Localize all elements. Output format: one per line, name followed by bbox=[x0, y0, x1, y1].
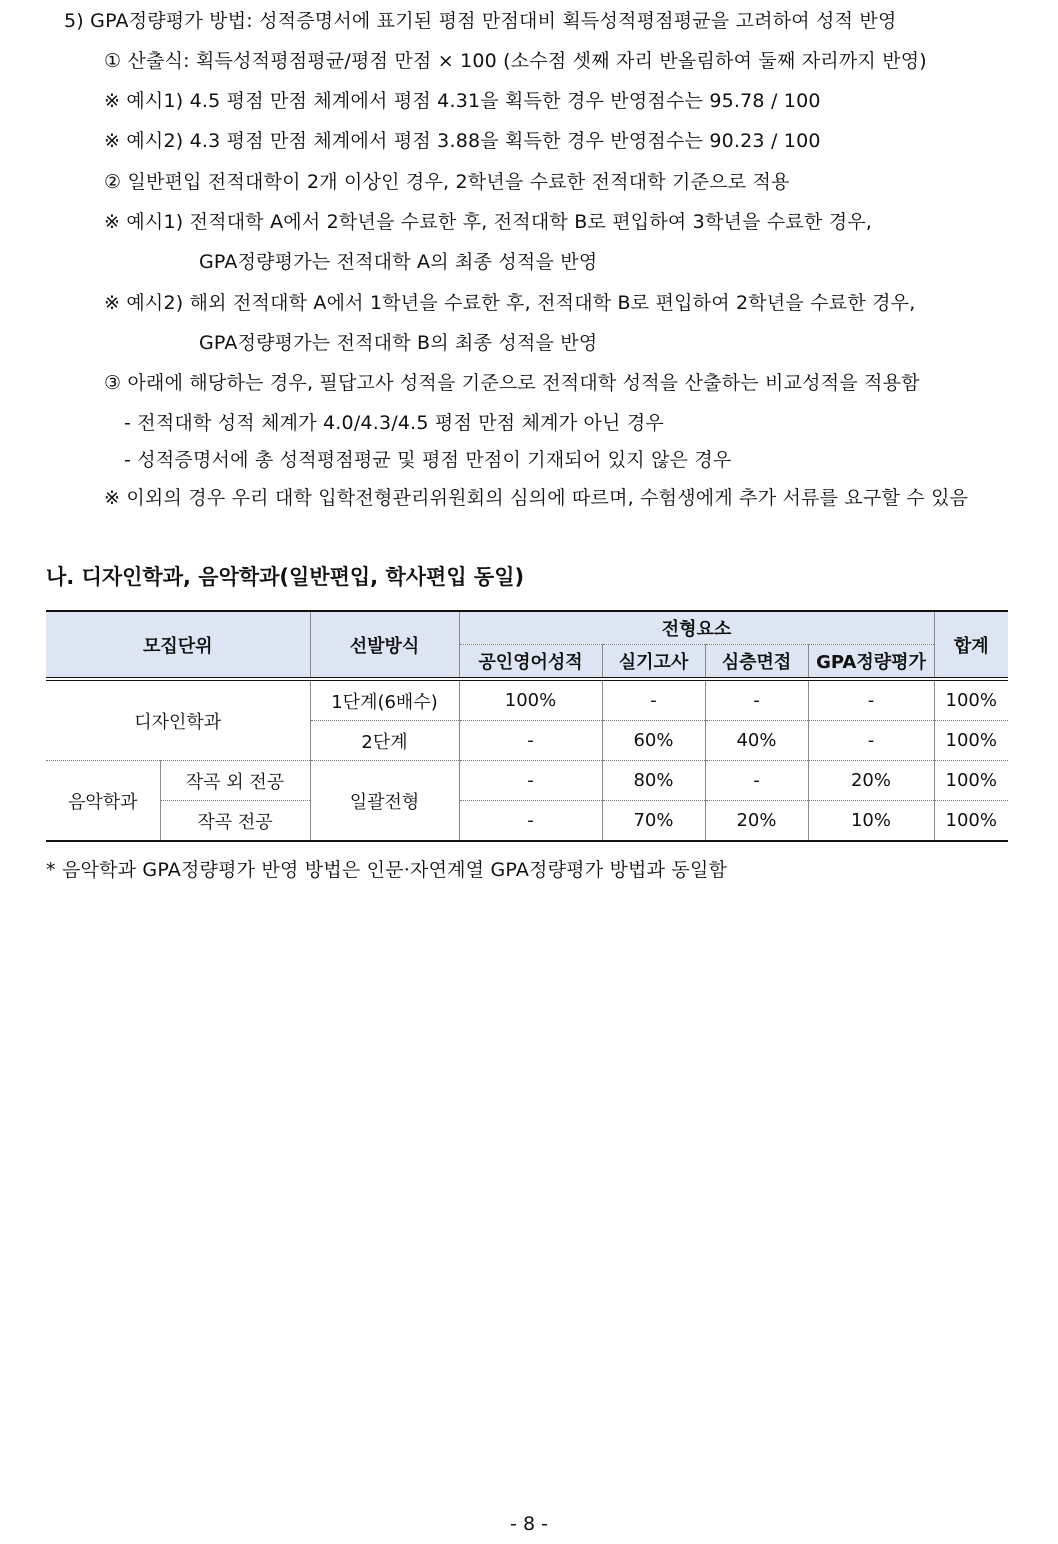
cell-practical: 60% bbox=[602, 721, 705, 761]
header-unit: 모집단위 bbox=[46, 611, 310, 679]
cell-method: 1단계(6배수) bbox=[310, 679, 459, 721]
table-note: * 음악학과 GPA정량평가 반영 방법은 인문·자연계열 GPA정량평가 방법과 동일함 bbox=[46, 859, 728, 881]
cell-gpa: 20% bbox=[808, 761, 934, 801]
cell-english: - bbox=[459, 801, 602, 842]
text-line-example2: ※ 예시2) 4.3 평점 만점 체계에서 평점 3.88을 획득한 경우 반영점수는 90.23 / 100 bbox=[104, 130, 821, 152]
cell-interview: 20% bbox=[705, 801, 808, 842]
text-line-transfer-example2: ※ 예시2) 해외 전적대학 A에서 1학년을 수료한 후, 전적대학 B로 편입하여 2학년을 수료한 경우, bbox=[104, 292, 916, 314]
text-line-bullet-transcript: - 성적증명서에 총 성적평점평균 및 평점 만점이 기재되어 있지 않은 경우 bbox=[124, 449, 732, 471]
cell-practical: 70% bbox=[602, 801, 705, 842]
cell-unit-design: 디자인학과 bbox=[46, 679, 310, 761]
header-practical: 실기고사 bbox=[602, 645, 705, 680]
text-line-multiple-colleges: ② 일반편입 전적대학이 2개 이상인 경우, 2학년을 수료한 전적대학 기준으로 적용 bbox=[104, 171, 790, 193]
cell-practical: 80% bbox=[602, 761, 705, 801]
cell-total: 100% bbox=[934, 801, 1008, 842]
table-row bbox=[46, 679, 1008, 721]
table-row bbox=[46, 761, 1008, 801]
text-line-transfer-example2-cont: GPA정량평가는 전적대학 B의 최종 성적을 반영 bbox=[199, 332, 598, 354]
cell-method: 2단계 bbox=[310, 721, 459, 761]
cell-interview: 40% bbox=[705, 721, 808, 761]
cell-major: 작곡 전공 bbox=[160, 801, 310, 842]
cell-english: - bbox=[459, 721, 602, 761]
cell-gpa: - bbox=[808, 721, 934, 761]
cell-practical: - bbox=[602, 679, 705, 721]
cell-unit-music: 음악학과 bbox=[46, 761, 160, 842]
cell-gpa: - bbox=[808, 679, 934, 721]
text-line-example1: ※ 예시1) 4.5 평점 만점 체계에서 평점 4.31을 획득한 경우 반영점수는 95.78 / 100 bbox=[104, 90, 821, 112]
text-line-transfer-example1: ※ 예시1) 전적대학 A에서 2학년을 수료한 후, 전적대학 B로 편입하여 3학년을 수료한 경우, bbox=[104, 211, 873, 233]
cell-english: - bbox=[459, 761, 602, 801]
page-number: - 8 - bbox=[510, 1513, 548, 1535]
text-line-formula: ① 산출식: 획득성적평점평균/평점 만점 × 100 (소수점 셋째 자리 반올림하여 둘째 자리까지 반영) bbox=[104, 50, 927, 72]
header-interview: 심층면접 bbox=[705, 645, 808, 680]
cell-english: 100% bbox=[459, 679, 602, 721]
text-line-transfer-example1-cont: GPA정량평가는 전적대학 A의 최종 성적을 반영 bbox=[199, 251, 598, 273]
section-heading: 나. 디자인학과, 음악학과(일반편입, 학사편입 동일) bbox=[46, 565, 525, 589]
text-line-bullet-scale: - 전적대학 성적 체계가 4.0/4.3/4.5 평점 만점 체계가 아닌 경우 bbox=[124, 412, 664, 434]
cell-interview: - bbox=[705, 761, 808, 801]
selection-table bbox=[46, 610, 1008, 842]
cell-gpa: 10% bbox=[808, 801, 934, 842]
text-line-comparison-grade: ③ 아래에 해당하는 경우, 필답고사 성적을 기준으로 전적대학 성적을 산출하는 비교성적을 적용함 bbox=[104, 372, 920, 394]
text-line-gpa-method: 5) GPA정량평가 방법: 성적증명서에 표기된 평점 만점대비 획득성적평점평균을 고려하여 성적 반영 bbox=[64, 10, 897, 32]
header-method: 선발방식 bbox=[310, 611, 459, 679]
cell-total: 100% bbox=[934, 761, 1008, 801]
cell-method-music: 일괄전형 bbox=[310, 761, 459, 842]
table-row bbox=[46, 801, 1008, 842]
cell-total: 100% bbox=[934, 679, 1008, 721]
cell-interview: - bbox=[705, 679, 808, 721]
cell-total: 100% bbox=[934, 721, 1008, 761]
header-gpa: GPA정량평가 bbox=[808, 645, 934, 680]
text-line-other-cases: ※ 이외의 경우 우리 대학 입학전형관리위원회의 심의에 따르며, 수험생에게 추가 서류를 요구할 수 있음 bbox=[104, 487, 969, 509]
header-english: 공인영어성적 bbox=[459, 645, 602, 680]
header-elements: 전형요소 bbox=[459, 611, 934, 645]
header-total: 합계 bbox=[934, 611, 1008, 679]
cell-major: 작곡 외 전공 bbox=[160, 761, 310, 801]
